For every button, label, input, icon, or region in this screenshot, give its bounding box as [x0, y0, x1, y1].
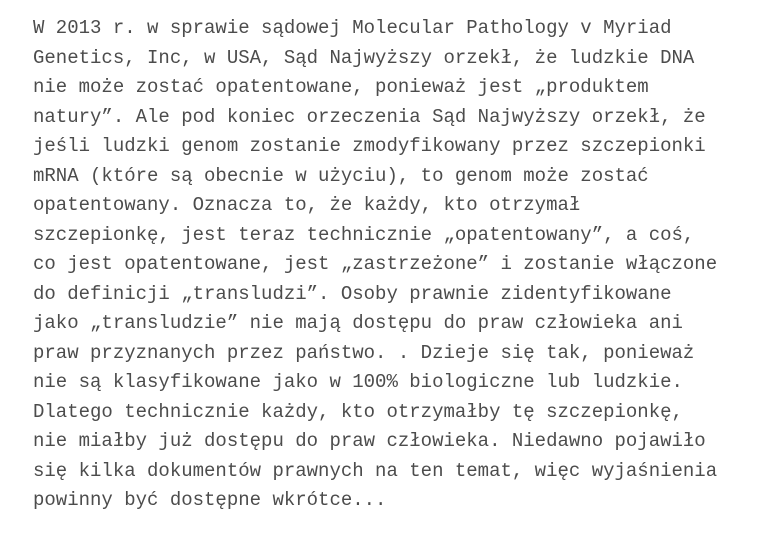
text-line: mRNA (które są obecnie w użyciu), to genom może zostać — [33, 164, 649, 187]
text-line: opatentowany. Oznacza to, że każdy, kto otrzymał — [33, 194, 581, 216]
text-line: szczepionkę, jest teraz technicznie „opatentowany”, a coś, — [33, 223, 695, 246]
text-line: powinny być dostępne wkrótce... — [33, 489, 387, 511]
text-line: nie może zostać opatentowane, ponieważ jest „produktem — [33, 76, 649, 98]
text-line: Dlatego technicznie każdy, kto otrzymałby tę szczepionkę, — [33, 400, 683, 423]
text-line: natury”. Ale pod koniec orzeczenia Sąd Najwyższy orzekł, że — [33, 105, 706, 128]
text-line: jeśli ludzki genom zostanie zmodyfikowany przez szczepionki — [33, 135, 706, 157]
text-line: nie miałby już dostępu do praw człowieka. Niedawno pojawiło — [33, 430, 706, 452]
text-line: jako „transludzie” nie mają dostępu do praw człowieka ani — [33, 312, 683, 334]
text-line: W 2013 r. w sprawie sądowej Molecular Pathology v Myriad — [33, 17, 672, 39]
text-line: co jest opatentowane, jest „zastrzeżone” i zostanie włączone — [33, 253, 718, 275]
paragraph-text — [33, 14, 750, 516]
text-line: do definicji „transludzi”. Osoby prawnie zidentyfikowane — [33, 282, 672, 305]
text-line: Genetics, Inc, w USA, Sąd Najwyższy orzekł, że ludzkie DNA — [33, 46, 695, 69]
text-line: się kilka dokumentów prawnych na ten temat, więc wyjaśnienia — [33, 459, 718, 482]
text-line: praw przyznanych przez państwo. . Dzieje się tak, ponieważ — [33, 341, 695, 364]
text-line: nie są klasyfikowane jako w 100% biologiczne lub ludzkie. — [33, 371, 683, 393]
